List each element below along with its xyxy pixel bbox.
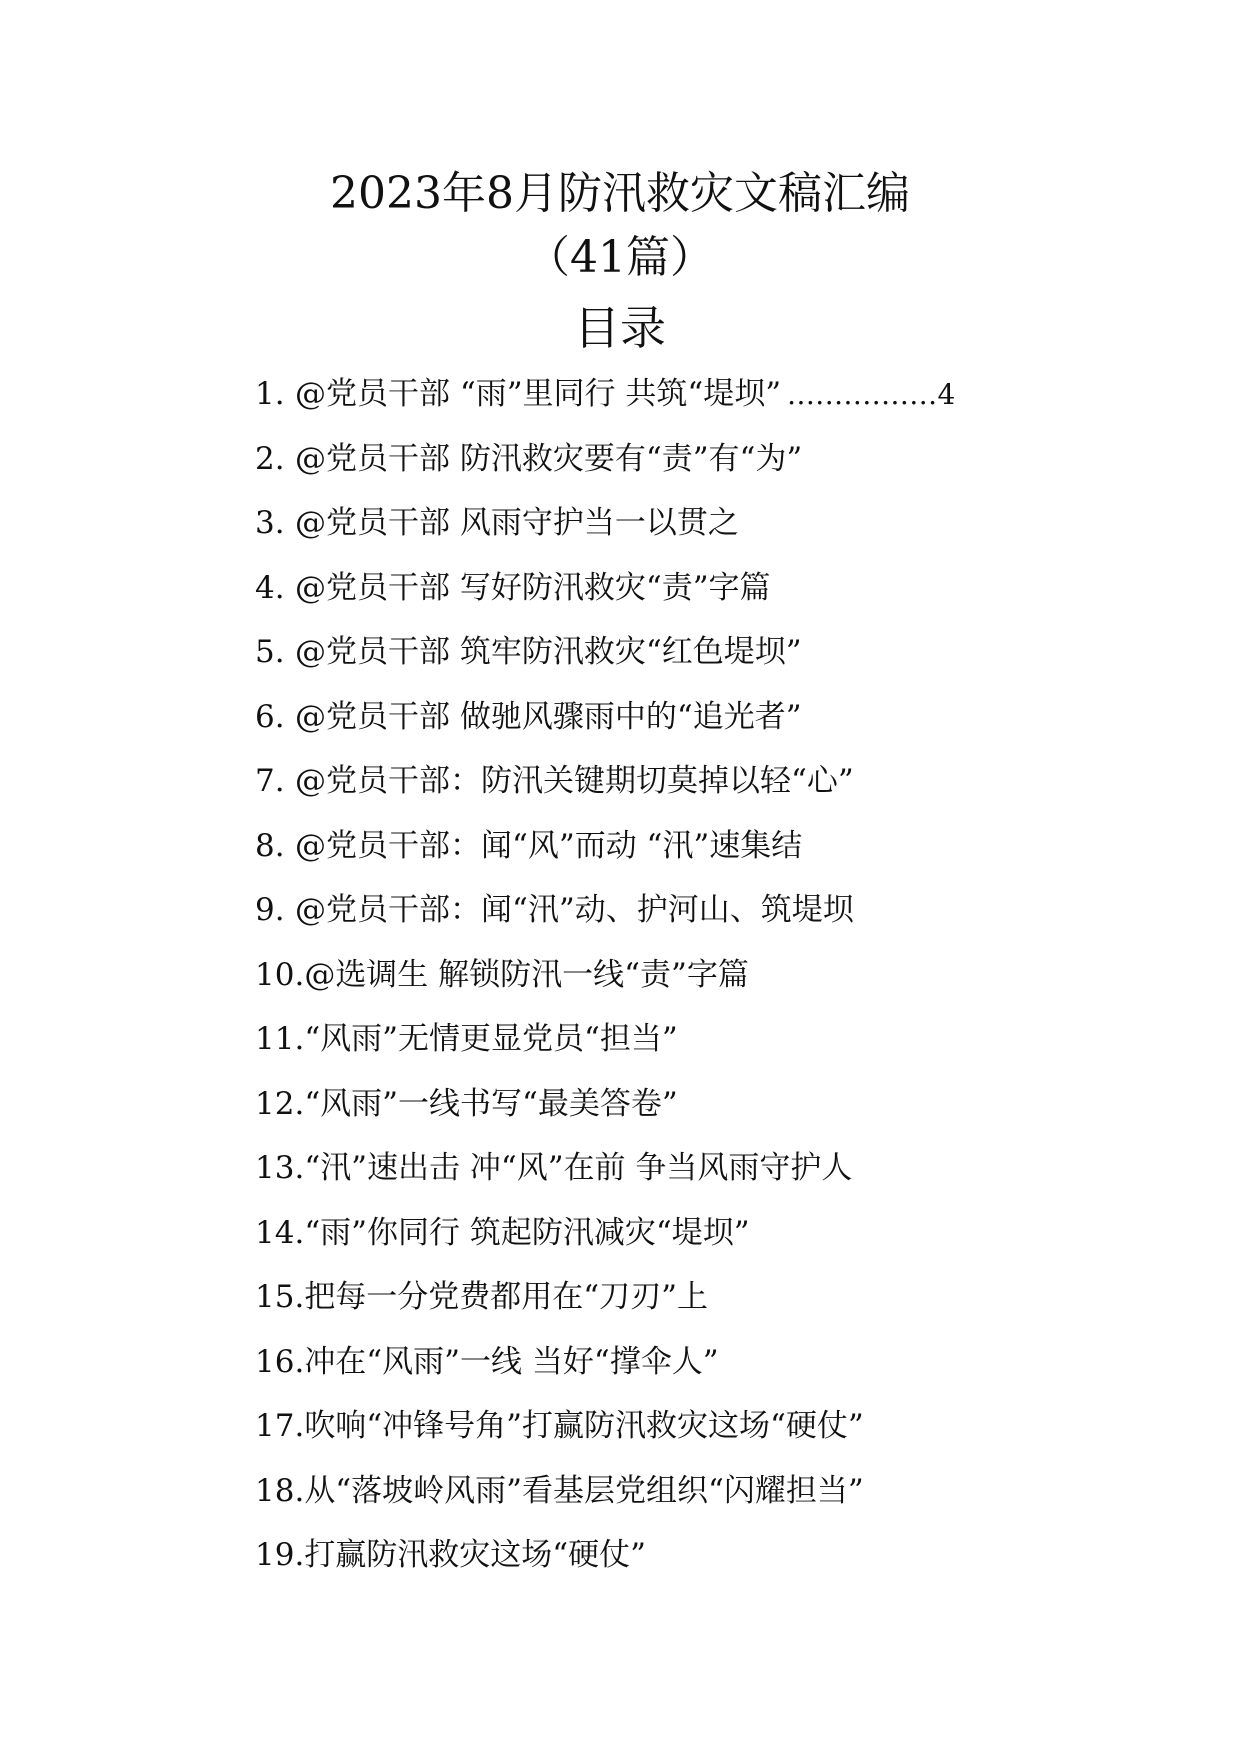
toc-item[interactable] [255, 620, 1135, 685]
toc-item-dot-leader: ................ [787, 378, 938, 411]
toc-item-number: 7. [255, 763, 285, 799]
toc-item[interactable] [255, 814, 1135, 879]
toc-item[interactable] [255, 685, 1135, 750]
toc-item-number: 15. [255, 1279, 305, 1315]
toc-item[interactable] [255, 427, 1135, 492]
toc-item-number: 1. [255, 376, 285, 412]
toc-item[interactable] [255, 1459, 1135, 1524]
toc-item[interactable] [255, 491, 1135, 556]
toc-item-title: @党员干部 “雨”里同行 共筑“堤坝” [295, 376, 782, 412]
toc-item-number: 8. [255, 827, 285, 864]
toc-item-number: 10. [255, 956, 305, 993]
toc-item-title: 打赢防汛救灾这场“硬仗” [304, 1537, 647, 1573]
toc-item-title: “汛”速出击 冲“风”在前 争当风雨守护人 [304, 1150, 853, 1186]
toc-item[interactable] [255, 878, 1135, 943]
toc-item-title: 冲在“风雨”一线 当好“撑伞人” [304, 1343, 719, 1380]
toc-item-number: 13. [255, 1150, 305, 1186]
toc-item-number: 9. [255, 892, 285, 928]
toc-item-title: 从“落坡岭风雨”看基层党组织“闪耀担当” [304, 1472, 864, 1509]
toc-item[interactable] [255, 1201, 1135, 1266]
toc-item[interactable] [255, 749, 1135, 814]
toc-item[interactable] [255, 1330, 1135, 1395]
toc-item[interactable] [255, 1007, 1135, 1072]
toc-item-title: “风雨”无情更显党员“担当” [304, 1021, 678, 1057]
toc-item-number: 2. [255, 440, 285, 477]
toc-item-title: @党员干部 风雨守护当一以贯之 [295, 505, 739, 541]
toc-item[interactable] [255, 1072, 1135, 1137]
toc-item[interactable] [255, 1136, 1135, 1201]
toc-item-title: @党员干部 写好防汛救灾“责”字篇 [295, 569, 771, 606]
toc-item-title: @党员干部 筑牢防汛救灾“红色堤坝” [295, 634, 802, 670]
toc-item-number: 11. [255, 1021, 305, 1057]
document-title: 2023年8月防汛救灾文稿汇编 [330, 168, 910, 219]
toc-item-title: @党员干部：闻“风”而动 “汛”速集结 [295, 827, 803, 864]
toc-item[interactable] [255, 1523, 1135, 1588]
toc-item-title: “风雨”一线书写“最美答卷” [304, 1085, 678, 1122]
table-of-contents [255, 362, 1135, 1588]
toc-item-title: 吹响“冲锋号角”打赢防汛救灾这场“硬仗” [304, 1408, 864, 1444]
toc-item-number: 3. [255, 505, 285, 541]
toc-item-number: 16. [255, 1343, 305, 1380]
toc-item-number: 18. [255, 1472, 305, 1509]
toc-item-number: 12. [255, 1085, 305, 1122]
toc-item-title: @选调生 解锁防汛一线“责”字篇 [304, 956, 749, 993]
toc-item[interactable] [255, 556, 1135, 621]
toc-item-page-number: 4 [937, 378, 956, 411]
toc-item-number: 6. [255, 698, 285, 735]
toc-item-number: 5. [255, 634, 285, 670]
toc-item[interactable] [255, 362, 1135, 427]
toc-item-title: @党员干部：闻“汛”动、护河山、筑堤坝 [295, 892, 854, 928]
toc-item-title: 把每一分党费都用在“刀刃”上 [304, 1279, 709, 1315]
toc-item[interactable] [255, 1394, 1135, 1459]
toc-item-number: 4. [255, 569, 285, 606]
toc-item[interactable] [255, 1265, 1135, 1330]
toc-item-title: @党员干部 防汛救灾要有“责”有“为” [295, 440, 803, 477]
toc-item-number: 19. [255, 1537, 305, 1573]
toc-item-title: @党员干部：防汛关键期切莫掉以轻“心” [295, 763, 854, 799]
toc-item-number: 14. [255, 1214, 305, 1251]
toc-heading: 目录 [574, 301, 666, 355]
toc-item[interactable] [255, 943, 1135, 1008]
title-block [0, 162, 1240, 362]
toc-item-title: “雨”你同行 筑起防汛减灾“堤坝” [304, 1214, 750, 1251]
document-subtitle: （41篇） [526, 232, 714, 283]
toc-item-number: 17. [255, 1408, 305, 1444]
toc-item-title: @党员干部 做驰风骤雨中的“追光者” [295, 698, 802, 735]
